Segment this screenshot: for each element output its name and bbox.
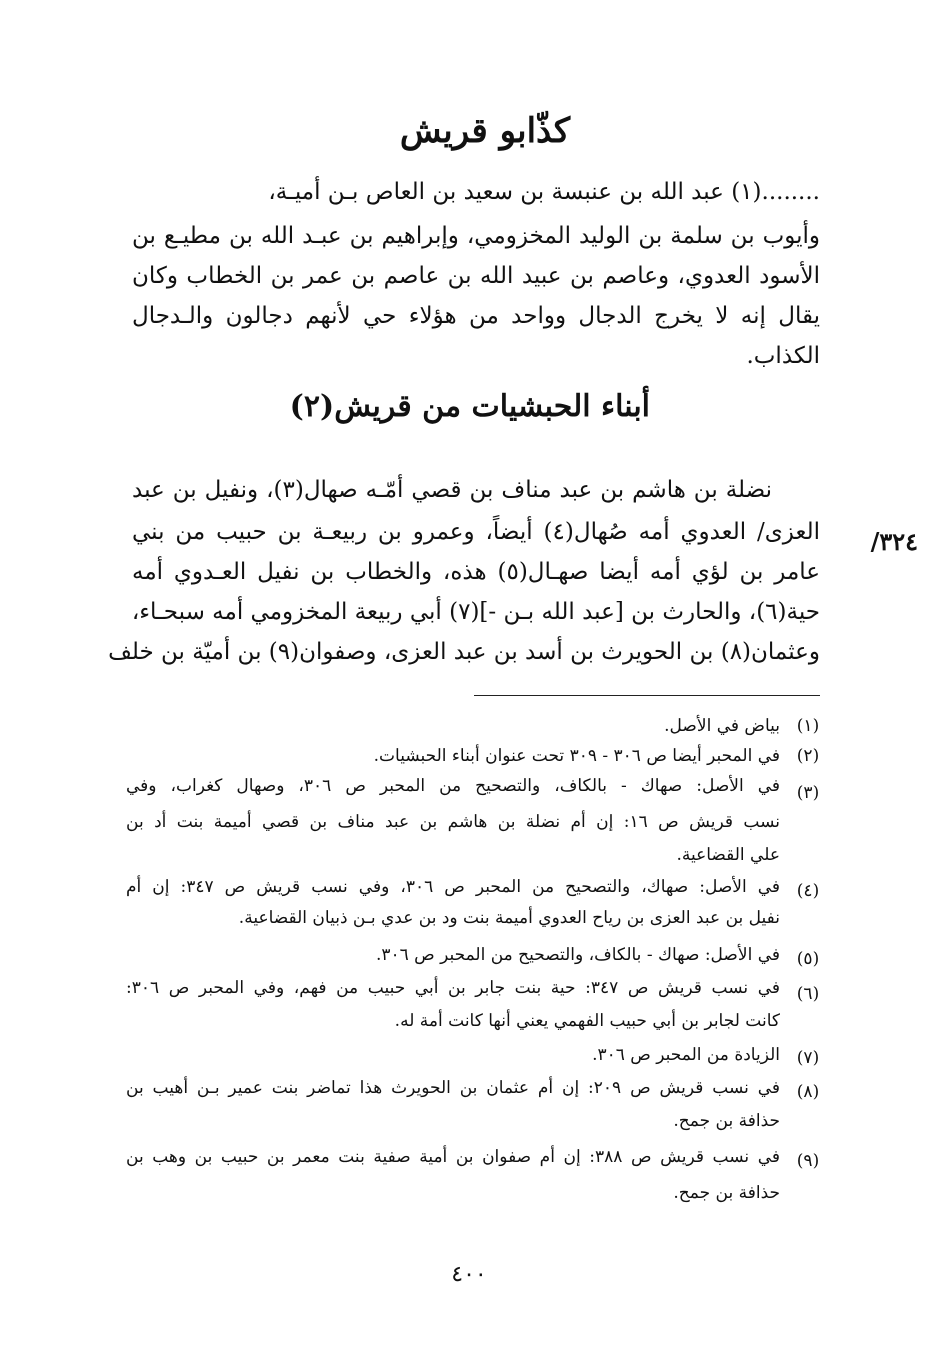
footnote-divider — [474, 695, 820, 696]
footnote-text: نسب قريش ص ١٦: إن أم نضلة بن هاشم بن عبد مناف بن قصي أميمة بنت أد بن — [126, 812, 780, 832]
footnote-text: الزيادة من المحبر ص ٣٠٦. — [592, 1045, 780, 1065]
body-line: الكذاب. — [746, 343, 820, 369]
footnote-text: في الأصل: صهاك - بالكاف، والتصحيح من المحبر ص ٣٠٦، وصهال كغراب، وفي — [126, 776, 780, 796]
margin-page-reference: ٣٢٤/ — [870, 527, 918, 556]
footnote-text: في المحبر أيضا ص ٣٠٦ - ٣٠٩ تحت عنوان أبناء الحبشيات. — [373, 746, 780, 766]
footnote-text: في الأصل: صهاك - بالكاف، والتصحيح من المحبر ص ٣٠٦. — [375, 945, 780, 965]
footnote-number: (٧) — [796, 1048, 820, 1068]
footnote-number: (٥) — [796, 949, 820, 969]
footnote-text: في نسب قريش ص ٢٠٩: إن أم عثمان بن الحويرث هذا تماضر بنت عمير بـن أهيب بن — [126, 1078, 781, 1098]
body-line: ........(١) عبد الله بن عنبسة بن سعيد بن العاص بـن أميـة، — [268, 179, 820, 205]
footnote-text: كانت لجابر بن أبي حبيب الفهمي يعني أنها كانت أمة له. — [394, 1011, 780, 1031]
footnote-number: (٢) — [796, 746, 820, 766]
body-line: عامر بن لؤي أمه أيضا صهـال(٥) هذه، والخطاب بن نفيل العـدوي أمه — [132, 559, 820, 585]
footnote-text: حذافة بن جمح. — [673, 1111, 780, 1131]
footnote-number: (١) — [796, 716, 820, 736]
footnote-text: حذافة بن جمح. — [673, 1183, 780, 1203]
footnote-number: (٦) — [796, 984, 820, 1004]
body-line: وعثمان(٨) بن الحويرث بن أسد بن عبد العزى، وصفوان(٩) بن أميّة بن خلف — [108, 639, 820, 665]
body-line: العزى/ العدوي أمه صُهال(٤) أيضاً، وعمرو بن ربيعـة بن حبيب من بني — [132, 519, 820, 545]
footnote-number: (٤) — [796, 881, 820, 901]
body-line: وأيوب بن سلمة بن الوليد المخزومي، وإبراهيم بن عبـد الله بن مطيـع بن — [132, 223, 820, 249]
body-line: الأسود العدوي، وعاصم بن عبيد الله بن عاصم بن عمر بن الخطاب وكان — [132, 263, 820, 289]
footnote-number: (٨) — [796, 1082, 820, 1102]
page-number: ٤٠٠ — [451, 1262, 487, 1287]
footnote-text: نفيل بن عبد العزى بن رياح العدوي أميمة بنت ود بن عدي بـن ذبيان القضاعية. — [238, 908, 780, 928]
section-heading-liars: كذّابو قريش — [399, 111, 571, 151]
body-line: يقال إنه لا يخرج الدجال وواحد من هؤلاء حي لأنهم دجالون والـدجال — [132, 303, 820, 329]
footnote-text: في نسب قريش ص ٣٤٧: حية بنت جابر بن أبي حبيب من فهم، وفي المحبر ص ٣٠٦: — [126, 978, 780, 998]
footnote-number: (٩) — [796, 1151, 820, 1171]
footnote-text: في نسب قريش ص ٣٨٨: إن أم صفوان بن أمية صفية بنت معمر بن حبيب بن وهب بن — [126, 1147, 780, 1167]
footnote-text: في الأصل: صهاك، والتصحيح من المحبر ص ٣٠٦، وفي نسب قريش ص ٣٤٧: إن أم — [126, 877, 781, 897]
footnote-text: بياض في الأصل. — [664, 716, 780, 736]
footnote-text: علي القضاعية. — [676, 845, 780, 865]
body-line: نضلة بن هاشم بن عبد مناف بن قصي أمّـه صهال(٣)، ونفيل بن عبد — [132, 477, 772, 503]
body-line: حية(٦)، والحارث بن [عبد الله بـن -](٧) أبي ربيعة المخزومي أمه سبحـاء، — [131, 599, 820, 625]
section-heading-abyssinian-sons: أبناء الحبشيات من قريش(٢) — [289, 389, 650, 424]
footnote-number: (٣) — [796, 783, 820, 803]
